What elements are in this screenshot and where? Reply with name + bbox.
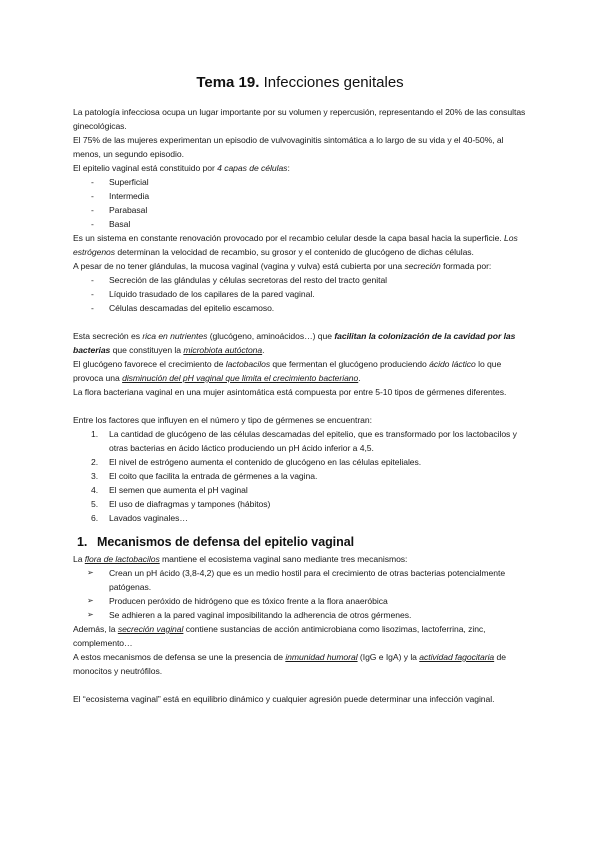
list-item: 2. El nivel de estrógeno aumenta el contenido de glucógeno en las células epiteliales.: [91, 457, 422, 467]
arrow-bullet-icon: ➢: [87, 610, 94, 619]
document-body: [73, 105, 533, 706]
arrow-bullet-icon: ➢: [87, 596, 94, 605]
intro-paragraph-3: El epitelio vaginal está constituido por 4 capas de células:: [73, 163, 290, 173]
nutrients-paragraph: Esta secreción es rica en nutrientes (glucógeno, aminoácidos…) que facilitan la colonización de la cavidad por las bacterias que constituyen la microbiota autóctona.: [73, 331, 516, 355]
list-item: - Células descamadas del epitelio escamoso.: [73, 301, 533, 315]
secretion-components-list: [73, 273, 533, 315]
arrow-bullet-icon: ➢: [87, 568, 94, 577]
page-title: [0, 74, 600, 92]
list-item: - Intermedia: [73, 189, 533, 203]
intro-paragraph-1: La patología infecciosa ocupa un lugar importante por su volumen y repercusión, representando el 20% de las consultas ginecológicas.: [73, 107, 526, 131]
list-item: ➢ Crean un pH ácido (3,8-4,2) que es un medio hostil para el crecimiento de otras bacterias potencialmente patógenas.: [87, 568, 506, 592]
intro-paragraph-2: El 75% de las mujeres experimentan un episodio de vulvovaginitis sintomática a lo largo de su vida y el 40-50%, al menos, un segundo episodio.: [73, 135, 504, 159]
defense-mechanisms-list: [73, 566, 533, 622]
factors-list: [73, 427, 533, 525]
glycogen-paragraph: El glucógeno favorece el crecimiento de lactobacilos que fermentan el glucógeno produciendo ácido láctico lo que provoca una disminución del pH vaginal que limita el crecimiento bacteriano.: [73, 359, 502, 383]
list-item: 5. El uso de diafragmas y tampones (hábitos): [91, 499, 271, 509]
flora-paragraph: La flora bacteriana vaginal en una mujer asintomática está compuesta por entre 5-10 tipos de gérmenes diferentes.: [73, 387, 507, 397]
list-item: ➢ Producen peróxido de hidrógeno que es tóxico frente a la flora anaeróbica: [87, 596, 388, 606]
list-item: - Secreción de las glándulas y células secretoras del resto del tracto genital: [73, 273, 533, 287]
list-item: 3. El coito que facilita la entrada de gérmenes a la vagina.: [91, 471, 318, 481]
list-item: - Líquido trasudado de los capilares de la pared vaginal.: [73, 287, 533, 301]
title-rest: Infecciones genitales: [259, 74, 404, 91]
list-item: - Basal: [73, 217, 533, 231]
list-item: 4. El semen que aumenta el pH vaginal: [91, 485, 248, 495]
lactobacilli-lead: La flora de lactobacilos mantiene el ecosistema vaginal sano mediante tres mecanismos:: [73, 554, 408, 564]
section-heading: 1. Mecanismos de defensa del epitelio vaginal: [77, 535, 355, 549]
list-item: 6. Lavados vaginales…: [91, 513, 188, 523]
title-prefix: Tema 19.: [196, 74, 260, 91]
renewal-paragraph: Es un sistema en constante renovación provocado por el recambio celular desde la capa basal hacia la superficie. Los estrógenos determinan la velocidad de recambio, su grosor y el contenido de glucógeno de dichas células.: [73, 233, 518, 257]
factors-intro: Entre los factores que influyen en el número y tipo de gérmenes se encuentran:: [73, 415, 372, 425]
ecosystem-paragraph: El “ecosistema vaginal” está en equilibrio dinámico y cualquier agresión puede determinar una infección vaginal.: [73, 694, 495, 704]
secretion-paragraph: A pesar de no tener glándulas, la mucosa vaginal (vagina y vulva) está cubierta por una secreción formada por:: [73, 261, 492, 271]
antimicrobial-paragraph: Además, la secreción vaginal contiene sustancias de acción antimicrobiana como lisozimas, lactoferrina, zinc, complemento…: [73, 624, 486, 648]
immunity-paragraph: A estos mecanismos de defensa se une la presencia de inmunidad humoral (IgG e IgA) y la actividad fagocitaria de monocitos y neutrófilos.: [73, 652, 506, 676]
list-item: ➢ Se adhieren a la pared vaginal imposibilitando la adherencia de otros gérmenes.: [87, 610, 412, 620]
list-item: - Parabasal: [73, 203, 533, 217]
list-item: 1. La cantidad de glucógeno de las células descamadas del epitelio, que es transformado por los lactobacilos y otras bacterias en ácido láctico produciendo un pH ácido inferior a 4,5.: [91, 429, 517, 453]
epithelium-layers-list: [73, 175, 533, 231]
list-item: - Superficial: [73, 175, 533, 189]
